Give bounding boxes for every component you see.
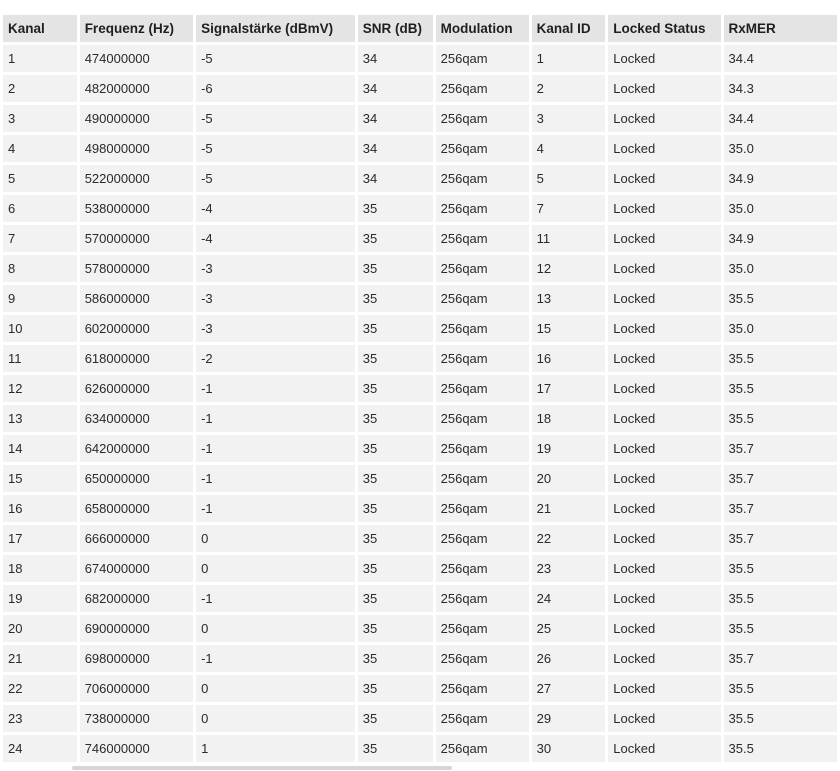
cell-modulation: 256qam: [436, 255, 529, 282]
cell-snr: 34: [358, 165, 433, 192]
cell-kanal-id: 19: [532, 435, 606, 462]
cell-locked-status: Locked: [608, 615, 720, 642]
cell-frequenz: 626000000: [80, 375, 193, 402]
cell-snr: 35: [358, 495, 433, 522]
cell-snr: 35: [358, 525, 433, 552]
table-row: [3, 195, 837, 222]
cell-signalstaerke: -5: [196, 135, 355, 162]
cell-kanal-id: 5: [532, 165, 606, 192]
cell-locked-status: Locked: [608, 675, 720, 702]
cell-kanal: 11: [3, 345, 77, 372]
cell-snr: 35: [358, 585, 433, 612]
cell-signalstaerke: -3: [196, 315, 355, 342]
cell-kanal: 21: [3, 645, 77, 672]
cell-frequenz: 674000000: [80, 555, 193, 582]
table-row: [3, 255, 837, 282]
cell-modulation: 256qam: [436, 525, 529, 552]
cell-locked-status: Locked: [608, 165, 720, 192]
cell-frequenz: 642000000: [80, 435, 193, 462]
cell-kanal-id: 26: [532, 645, 606, 672]
cell-signalstaerke: -1: [196, 405, 355, 432]
cell-modulation: 256qam: [436, 735, 529, 762]
cell-frequenz: 690000000: [80, 615, 193, 642]
cell-locked-status: Locked: [608, 555, 720, 582]
header-kanal: Kanal: [3, 15, 77, 42]
cell-kanal: 2: [3, 75, 77, 102]
cell-modulation: 256qam: [436, 45, 529, 72]
cell-kanal-id: 2: [532, 75, 606, 102]
header-modulation: Modulation: [436, 15, 529, 42]
table-row: [3, 495, 837, 522]
cell-signalstaerke: -1: [196, 585, 355, 612]
cell-snr: 35: [358, 345, 433, 372]
table-row: [3, 105, 837, 132]
cell-kanal: 5: [3, 165, 77, 192]
cell-frequenz: 746000000: [80, 735, 193, 762]
cell-frequenz: 538000000: [80, 195, 193, 222]
cell-kanal-id: 11: [532, 225, 606, 252]
cell-locked-status: Locked: [608, 45, 720, 72]
cell-frequenz: 682000000: [80, 585, 193, 612]
cell-modulation: 256qam: [436, 165, 529, 192]
cell-modulation: 256qam: [436, 285, 529, 312]
cell-modulation: 256qam: [436, 495, 529, 522]
cell-snr: 35: [358, 225, 433, 252]
header-frequenz: Frequenz (Hz): [80, 15, 193, 42]
table-header-row: [3, 15, 837, 42]
table-body: [3, 45, 837, 762]
table-row: [3, 435, 837, 462]
table-row: [3, 555, 837, 582]
downstream-channel-table: [0, 12, 840, 765]
cell-kanal: 17: [3, 525, 77, 552]
cell-frequenz: 522000000: [80, 165, 193, 192]
cell-kanal: 6: [3, 195, 77, 222]
cell-snr: 35: [358, 555, 433, 582]
cell-signalstaerke: 0: [196, 615, 355, 642]
cell-frequenz: 578000000: [80, 255, 193, 282]
cell-modulation: 256qam: [436, 465, 529, 492]
table-row: [3, 525, 837, 552]
table-row: [3, 135, 837, 162]
table-row: [3, 225, 837, 252]
cell-signalstaerke: 0: [196, 525, 355, 552]
table-row: [3, 735, 837, 762]
cell-locked-status: Locked: [608, 105, 720, 132]
cell-signalstaerke: 0: [196, 555, 355, 582]
cell-locked-status: Locked: [608, 495, 720, 522]
cell-frequenz: 490000000: [80, 105, 193, 132]
cell-signalstaerke: -1: [196, 495, 355, 522]
cell-kanal-id: 4: [532, 135, 606, 162]
cell-snr: 35: [358, 645, 433, 672]
cell-snr: 35: [358, 675, 433, 702]
cell-kanal: 3: [3, 105, 77, 132]
cell-snr: 34: [358, 135, 433, 162]
cell-kanal-id: 17: [532, 375, 606, 402]
cell-kanal-id: 21: [532, 495, 606, 522]
cell-kanal: 18: [3, 555, 77, 582]
cell-frequenz: 650000000: [80, 465, 193, 492]
cell-signalstaerke: -3: [196, 255, 355, 282]
cell-modulation: 256qam: [436, 615, 529, 642]
cell-rxmer: 35.7: [724, 465, 837, 492]
cell-kanal-id: 12: [532, 255, 606, 282]
cell-rxmer: 35.0: [724, 195, 837, 222]
cell-rxmer: 34.4: [724, 45, 837, 72]
header-kanal-id: Kanal ID: [532, 15, 606, 42]
cell-locked-status: Locked: [608, 405, 720, 432]
cell-signalstaerke: -5: [196, 105, 355, 132]
table-row: [3, 75, 837, 102]
cell-rxmer: 35.7: [724, 495, 837, 522]
horizontal-scrollbar[interactable]: [72, 766, 452, 770]
cell-kanal: 1: [3, 45, 77, 72]
table-row: [3, 375, 837, 402]
cell-signalstaerke: -3: [196, 285, 355, 312]
cell-locked-status: Locked: [608, 255, 720, 282]
cell-snr: 35: [358, 465, 433, 492]
header-rxmer: RxMER: [724, 15, 837, 42]
cell-rxmer: 34.9: [724, 225, 837, 252]
cell-kanal-id: 18: [532, 405, 606, 432]
cell-frequenz: 706000000: [80, 675, 193, 702]
cell-modulation: 256qam: [436, 345, 529, 372]
cell-modulation: 256qam: [436, 435, 529, 462]
cell-signalstaerke: 0: [196, 675, 355, 702]
cell-signalstaerke: -6: [196, 75, 355, 102]
cell-rxmer: 35.0: [724, 135, 837, 162]
table-row: [3, 165, 837, 192]
cell-rxmer: 35.5: [724, 705, 837, 732]
cell-rxmer: 34.4: [724, 105, 837, 132]
cell-snr: 35: [358, 615, 433, 642]
cell-rxmer: 35.5: [724, 405, 837, 432]
cell-locked-status: Locked: [608, 735, 720, 762]
cell-locked-status: Locked: [608, 645, 720, 672]
cell-signalstaerke: -1: [196, 645, 355, 672]
cell-modulation: 256qam: [436, 405, 529, 432]
cell-rxmer: 35.7: [724, 435, 837, 462]
cell-snr: 35: [358, 705, 433, 732]
cell-kanal-id: 20: [532, 465, 606, 492]
cell-modulation: 256qam: [436, 225, 529, 252]
header-snr: SNR (dB): [358, 15, 433, 42]
cell-snr: 35: [358, 375, 433, 402]
cell-snr: 34: [358, 75, 433, 102]
cell-kanal: 23: [3, 705, 77, 732]
table-row: [3, 585, 837, 612]
cell-locked-status: Locked: [608, 465, 720, 492]
cell-rxmer: 35.0: [724, 255, 837, 282]
cell-frequenz: 634000000: [80, 405, 193, 432]
cell-locked-status: Locked: [608, 705, 720, 732]
cell-locked-status: Locked: [608, 375, 720, 402]
cell-signalstaerke: -1: [196, 375, 355, 402]
cell-snr: 34: [358, 105, 433, 132]
cell-rxmer: 35.5: [724, 555, 837, 582]
cell-locked-status: Locked: [608, 285, 720, 312]
cell-kanal: 19: [3, 585, 77, 612]
table-row: [3, 705, 837, 732]
cell-kanal: 15: [3, 465, 77, 492]
cell-frequenz: 666000000: [80, 525, 193, 552]
cell-snr: 35: [358, 285, 433, 312]
cell-locked-status: Locked: [608, 525, 720, 552]
cell-frequenz: 474000000: [80, 45, 193, 72]
cell-modulation: 256qam: [436, 375, 529, 402]
cell-frequenz: 570000000: [80, 225, 193, 252]
cell-rxmer: 35.5: [724, 735, 837, 762]
cell-modulation: 256qam: [436, 675, 529, 702]
cell-kanal-id: 13: [532, 285, 606, 312]
cell-kanal-id: 15: [532, 315, 606, 342]
cell-kanal: 8: [3, 255, 77, 282]
cell-kanal-id: 24: [532, 585, 606, 612]
cell-kanal-id: 29: [532, 705, 606, 732]
cell-kanal-id: 7: [532, 195, 606, 222]
cell-rxmer: 34.9: [724, 165, 837, 192]
header-signalstaerke: Signalstärke (dBmV): [196, 15, 355, 42]
cell-modulation: 256qam: [436, 195, 529, 222]
cell-kanal: 4: [3, 135, 77, 162]
cell-kanal: 14: [3, 435, 77, 462]
cell-locked-status: Locked: [608, 195, 720, 222]
cell-frequenz: 618000000: [80, 345, 193, 372]
table-row: [3, 345, 837, 372]
cell-snr: 35: [358, 405, 433, 432]
cell-modulation: 256qam: [436, 315, 529, 342]
cell-modulation: 256qam: [436, 135, 529, 162]
table-row: [3, 285, 837, 312]
cell-frequenz: 602000000: [80, 315, 193, 342]
cell-modulation: 256qam: [436, 555, 529, 582]
cell-frequenz: 482000000: [80, 75, 193, 102]
cell-rxmer: 35.5: [724, 675, 837, 702]
cell-kanal: 24: [3, 735, 77, 762]
header-locked-status: Locked Status: [608, 15, 720, 42]
cell-modulation: 256qam: [436, 645, 529, 672]
cell-locked-status: Locked: [608, 75, 720, 102]
cell-modulation: 256qam: [436, 105, 529, 132]
cell-signalstaerke: -1: [196, 465, 355, 492]
cell-rxmer: 35.5: [724, 375, 837, 402]
cell-signalstaerke: 1: [196, 735, 355, 762]
downstream-channel-table-container: [0, 12, 776, 764]
table-row: [3, 465, 837, 492]
cell-rxmer: 35.5: [724, 345, 837, 372]
cell-kanal: 13: [3, 405, 77, 432]
cell-frequenz: 498000000: [80, 135, 193, 162]
cell-signalstaerke: -5: [196, 45, 355, 72]
cell-kanal: 12: [3, 375, 77, 402]
cell-snr: 34: [358, 45, 433, 72]
cell-kanal: 16: [3, 495, 77, 522]
cell-rxmer: 35.0: [724, 315, 837, 342]
table-row: [3, 405, 837, 432]
cell-kanal: 22: [3, 675, 77, 702]
cell-locked-status: Locked: [608, 315, 720, 342]
cell-rxmer: 35.5: [724, 585, 837, 612]
cell-kanal-id: 27: [532, 675, 606, 702]
cell-rxmer: 35.5: [724, 615, 837, 642]
cell-signalstaerke: -2: [196, 345, 355, 372]
cell-kanal-id: 1: [532, 45, 606, 72]
cell-kanal: 20: [3, 615, 77, 642]
cell-kanal-id: 30: [532, 735, 606, 762]
cell-snr: 35: [358, 255, 433, 282]
cell-rxmer: 35.7: [724, 525, 837, 552]
table-row: [3, 45, 837, 72]
cell-frequenz: 698000000: [80, 645, 193, 672]
cell-kanal: 9: [3, 285, 77, 312]
cell-signalstaerke: 0: [196, 705, 355, 732]
cell-kanal-id: 16: [532, 345, 606, 372]
cell-signalstaerke: -1: [196, 435, 355, 462]
table-row: [3, 315, 837, 342]
cell-signalstaerke: -4: [196, 225, 355, 252]
cell-snr: 35: [358, 315, 433, 342]
table-row: [3, 615, 837, 642]
cell-locked-status: Locked: [608, 585, 720, 612]
cell-snr: 35: [358, 435, 433, 462]
cell-signalstaerke: -5: [196, 165, 355, 192]
cell-kanal-id: 25: [532, 615, 606, 642]
cell-modulation: 256qam: [436, 585, 529, 612]
cell-kanal-id: 3: [532, 105, 606, 132]
cell-rxmer: 35.7: [724, 645, 837, 672]
cell-modulation: 256qam: [436, 75, 529, 102]
cell-kanal-id: 23: [532, 555, 606, 582]
cell-locked-status: Locked: [608, 435, 720, 462]
table-row: [3, 645, 837, 672]
cell-locked-status: Locked: [608, 135, 720, 162]
cell-modulation: 256qam: [436, 705, 529, 732]
cell-kanal: 7: [3, 225, 77, 252]
cell-frequenz: 738000000: [80, 705, 193, 732]
cell-locked-status: Locked: [608, 225, 720, 252]
cell-frequenz: 586000000: [80, 285, 193, 312]
table-row: [3, 675, 837, 702]
cell-signalstaerke: -4: [196, 195, 355, 222]
cell-snr: 35: [358, 195, 433, 222]
cell-snr: 35: [358, 735, 433, 762]
cell-kanal: 10: [3, 315, 77, 342]
cell-kanal-id: 22: [532, 525, 606, 552]
cell-rxmer: 34.3: [724, 75, 837, 102]
cell-rxmer: 35.5: [724, 285, 837, 312]
cell-frequenz: 658000000: [80, 495, 193, 522]
cell-locked-status: Locked: [608, 345, 720, 372]
